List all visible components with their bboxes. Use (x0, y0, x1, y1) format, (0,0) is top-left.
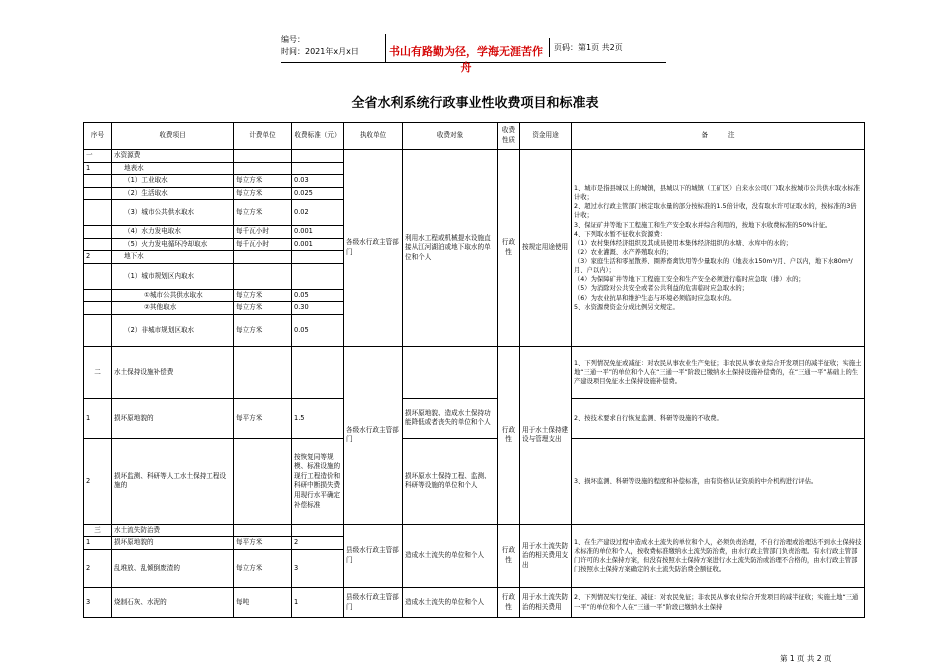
note-line: （4）为保障矿井等地下工程施工安全和生产安全必须进行临时应急取（排）水的； (574, 276, 805, 284)
cell-item: 损坏监测、科研等人工水土保持工程设施的 (112, 438, 234, 524)
cell-seq: 1 (84, 398, 112, 438)
cell-seq: 3 (84, 588, 112, 618)
cell-note: 1、下列情况免征或减征：对农民从事农业生产免征；非农民从事农业综合开发项目的减半征收；实施土地“三通一平”的单位和个人在“三通一平”阶段已缴纳水土保持设施补偿费的，在“三通一平”基础上的生产建设项目免征水土保持设施补偿费。 (572, 346, 865, 398)
cell-note: 1、在生产建设过程中造成水土流失的单位和个人，必须负责治理，不自行治理或治理达不到水土保持技术标准的单位和个人，按收费标准缴纳水土流失防治费，由水行政主管部门负责治理。有水行政主管部门许可的水土保持方案，但没有按照水土保持方案进行水土流失防治或治理不合格的，由水行政主管部门按照水土保持方案确定的水土流失防治费全额征收。 (572, 524, 865, 587)
note-line: （5）为消除对公共安全或者公共利益的危害临时应急取水的； (574, 285, 749, 293)
cell-std: 2 (292, 537, 344, 550)
cell-nature: 行政性 (498, 588, 520, 618)
cell-agency: 县级水行政主管部门 (344, 588, 403, 618)
cell-agency: 各级水行政主管部门 (344, 150, 403, 347)
cell-nature: 行政性 (498, 524, 520, 587)
cell-item: 地下水 (112, 251, 234, 264)
header-meta (281, 34, 386, 62)
cell-seq: 二 (84, 346, 112, 398)
header-motto: 书山有路勤为径，学海无涯苦作舟 (389, 45, 543, 74)
col-header: 收费对象 (403, 123, 498, 150)
col-header: 序号 (84, 123, 112, 150)
cell-std: 0.03 (292, 175, 344, 188)
cell-std: 0.001 (292, 238, 344, 251)
col-header: 收费项目 (112, 123, 234, 150)
cell-seq: 2 (84, 438, 112, 524)
cell-std: 按恢复同等规模、标准设施的现行工程造价和科研中断损失费用现行水平确定补偿标准 (292, 438, 344, 524)
cell-unit: 每立方米 (234, 200, 292, 226)
cell-item: ①城市公共供水取水 (112, 289, 234, 302)
cell-unit: 每立方米 (234, 187, 292, 200)
cell-item: （2）非城市规划区取水 (112, 314, 234, 346)
cell-item: （4）水力发电取水 (112, 226, 234, 239)
cell-note: 2、按技术要求自行恢复监测、科研等设施的不收费。 (572, 398, 865, 438)
cell-item: （2）生活取水 (112, 187, 234, 200)
cell-item: 水资源费 (112, 150, 234, 163)
cell-std: 0.05 (292, 314, 344, 346)
table-row (84, 346, 865, 398)
document-title: 全省水利系统行政事业性收费项目和标准表 (351, 96, 599, 111)
cell-seq: 1 (84, 162, 112, 175)
cell-nature: 行政性 (498, 346, 520, 524)
cell-agency: 县级水行政主管部门 (344, 524, 403, 587)
cell-item: （1）工业取水 (112, 175, 234, 188)
note-line: 2、超过水行政主管部门核定取水量的部分按标准的1.5倍计收，没有取水许可证取水的，按标准的3倍计收； (574, 203, 857, 220)
cell-unit: 每千瓦小时 (234, 238, 292, 251)
cell-unit: 每立方米 (234, 175, 292, 188)
cell-agency: 各级水行政主管部门 (344, 346, 403, 524)
cell-use: 用于水土流失防治的相关费用支出 (520, 524, 572, 587)
cell-note: 2、下列情况实行免征、减征：对农民免征；非农民从事农业综合开发项目的减半征收；实施土地“三通一平”的单位和个人在“三通一平”阶段已缴纳水土保持 (572, 588, 865, 618)
cell-std: 1 (292, 588, 344, 618)
cell-item: 损坏原地貌的 (112, 537, 234, 550)
col-header: 执收单位 (344, 123, 403, 150)
col-header: 计费单位 (234, 123, 292, 150)
col-header: 收费标准（元） (292, 123, 344, 150)
note-line: （1）农村集体经济组织及其成员使用本集体经济组织的水塘、水库中的水的； (574, 239, 793, 247)
cell-target: 利用水工程或机械提水设施直接从江河湖泊或地下取水的单位和个人 (403, 150, 498, 347)
cell-unit: 每立方米 (234, 314, 292, 346)
cell-item: 损坏原地貌的 (112, 398, 234, 438)
cell-item: 乱堆放、乱倾倒废渣的 (112, 550, 234, 588)
table-row (84, 588, 865, 618)
cell-note (572, 150, 865, 347)
cell-std: 0.025 (292, 187, 344, 200)
cell-unit: 每立方米 (234, 302, 292, 315)
cell-note: 3、损坏监测、科研等设施的程度和补偿标准，由有资格认证资质的中介机构进行评估。 (572, 438, 865, 524)
cell-unit: 每平方米 (234, 398, 292, 438)
cell-use: 按规定用途使用 (520, 150, 572, 347)
cell-std: 3 (292, 550, 344, 588)
cell-std: 0.001 (292, 226, 344, 239)
cell-item: （5）火力发电循环冷却取水 (112, 238, 234, 251)
cell-use: 用于水土保持建设与管理支出 (520, 346, 572, 524)
page-footer: 第 1 页 共 2 页 (780, 654, 832, 663)
cell-std: 0.02 (292, 200, 344, 226)
cell-unit: 每立方米 (234, 289, 292, 302)
header-page: 页码：第1页 共2页 (549, 38, 664, 57)
cell-nature: 行政性 (498, 150, 520, 347)
cell-seq: 2 (84, 251, 112, 264)
cell-item: 水土保持设施补偿费 (112, 346, 234, 398)
cell-item: 地表水 (112, 162, 234, 175)
cell-item: 水土流失防治费 (112, 524, 234, 537)
cell-seq: 三 (84, 524, 112, 537)
table-row (84, 438, 865, 524)
col-header: 备 注 (572, 123, 865, 150)
cell-unit: 每平方米 (234, 537, 292, 550)
note-line: 3、保证矿井等地下工程施工和生产安全取水并综合利用的，按地下水收费标准的50%计征。 (574, 221, 832, 229)
cell-std: 0.05 (292, 289, 344, 302)
note-line: （3）家庭生活和零星散养、圈养畜禽饮用等少量取水的（地表水150m³/月、户以内，地下水80m³/月、户以内）； (574, 258, 853, 275)
col-header: 收费性质 (498, 123, 520, 150)
cell-item: （3）城市公共供水取水 (112, 200, 234, 226)
cell-item: 烧制石灰、水泥的 (112, 588, 234, 618)
cell-target: 造成水土流失的单位和个人 (403, 524, 498, 587)
cell-seq: 一 (84, 150, 112, 163)
note-line: （2）农业灌溉、水产养殖取水的； (574, 248, 673, 256)
table-row (84, 150, 865, 163)
note-line: 4、下列取水暂不征收水资源费： (574, 230, 667, 238)
cell-target: 造成水土流失的单位和个人 (403, 588, 498, 618)
col-header: 资金用途 (520, 123, 572, 150)
header-time: 时间：2021年x月x日 (281, 47, 359, 56)
cell-item: （1）城市规划区内取水 (112, 263, 234, 289)
cell-use: 用于水土流失防治的相关费用 (520, 588, 572, 618)
table-header-row (84, 123, 865, 150)
note-line: （6）为农业抗旱和维护生态与环境必须临时应急取水的。 (574, 294, 736, 302)
cell-seq: 2 (84, 550, 112, 588)
cell-unit: 每立方米 (234, 550, 292, 588)
note-line: 1、城市是指县城以上的城镇，县城以下的城镇（工矿区）自来水公司(厂)取水按城市公共供水取水标准计收； (574, 185, 860, 202)
table-row (84, 398, 865, 438)
cell-unit: 每吨 (234, 588, 292, 618)
table-row (84, 524, 865, 537)
header-code-label: 编号： (281, 35, 305, 44)
cell-std: 1.5 (292, 398, 344, 438)
page-header (281, 32, 666, 74)
cell-target: 损坏原水土保持工程、监测、科研等设施的单位和个人 (403, 438, 498, 524)
cell-std: 0.30 (292, 302, 344, 315)
cell-seq: 1 (84, 537, 112, 550)
note-line: 5、水资源费资金分成比例另文规定。 (574, 303, 679, 311)
fee-table (83, 122, 865, 618)
cell-unit: 每千瓦小时 (234, 226, 292, 239)
cell-target: 损坏原地貌、造成水土保持功能降低或者丧失的单位和个人 (403, 398, 498, 438)
cell-item: ②其他取水 (112, 302, 234, 315)
